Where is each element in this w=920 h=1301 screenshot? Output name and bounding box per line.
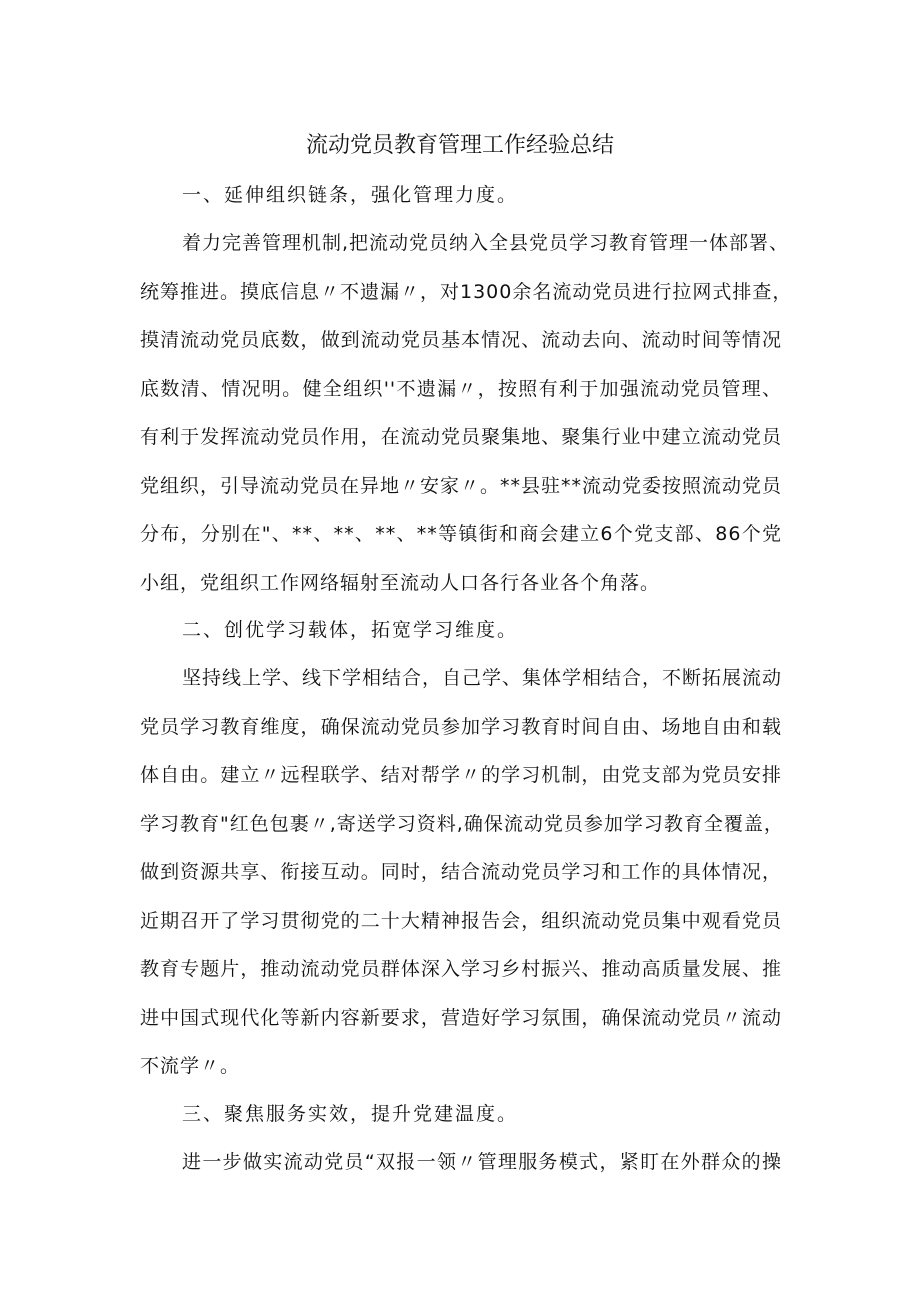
paragraph-line: 底数清、情况明。健全组织''不遗漏〃，按照有利于加强流动党员管理、	[140, 377, 782, 400]
paragraph-line: 进中国式现代化等新内容新要求，营造好学习氛围，确保流动党员〃流动	[140, 1006, 782, 1029]
section-heading: 三、聚焦服务实效，提升党建温度。	[182, 1102, 519, 1125]
paragraph-line: 教育专题片，推动流动党员群体深入学习乡村振兴、推动高质量发展、推	[140, 958, 782, 980]
paragraph-line: 着力完善管理机制,把流动党员纳入全县党员学习教育管理一体部署、	[182, 232, 790, 254]
paragraph-line: 进一步做实流动党员“双报一领〃管理服务模式，紧盯在外群众的操	[182, 1150, 782, 1173]
paragraph-line: 不流学〃。	[140, 1055, 241, 1077]
paragraph-line: 摸清流动党员底数，做到流动党员基本情况、流动去向、流动时间等情况	[140, 329, 782, 351]
paragraph-line: 党组织，引导流动党员在异地〃安家〃。**县驻**流动党委按照流动党员	[140, 474, 783, 497]
paragraph-line: 学习教育"红色包裹〃,寄送学习资料,确保流动党员参加学习教育全覆盖，	[140, 812, 784, 835]
section-1	[140, 172, 793, 607]
section-paragraph	[140, 1138, 782, 1187]
paragraph-line: 党员学习教育维度，确保流动党员参加学习教育时间自由、场地自由和载	[140, 715, 782, 738]
section-2	[140, 607, 782, 1091]
section-3	[140, 1091, 782, 1187]
paragraph-line: 做到资源共享、衔接互动。同时，结合流动党员学习和工作的具体情况，	[140, 861, 782, 883]
section-heading: 一、延伸组织链条，强化管理力度。	[182, 184, 519, 206]
section-heading: 二、创优学习载体，拓宽学习维度。	[182, 619, 519, 641]
section-paragraph	[140, 654, 782, 1091]
paragraph-line: 近期召开了学习贯彻党的二十大精神报告会，组织流动党员集中观看党员	[140, 909, 782, 932]
section-paragraph	[140, 219, 793, 607]
paragraph-line: 体自由。建立〃远程联学、结对帮学〃的学习机制，由党支部为党员安排	[140, 764, 782, 786]
paragraph-line: 有利于发挥流动党员作用，在流动党员聚集地、聚集行业中建立流动党员	[140, 426, 782, 448]
paragraph-line: 坚持线上学、线下学相结合，自己学、集体学相结合，不断拓展流动	[182, 667, 783, 689]
document-title: 流动党员教育管理工作经验总结	[305, 133, 614, 158]
document-body	[140, 172, 793, 1186]
paragraph-line: 小组，党组织工作网络辐射至流动人口各行各业各个角落。	[140, 571, 661, 594]
paragraph-line: 分布，分别在"、**、**、**、**等镇街和商会建立6个党支部、86个党	[140, 523, 782, 545]
paragraph-line: 统筹推进。摸底信息〃不遗漏〃，对1300余名流动党员进行拉网式排查，	[140, 280, 793, 303]
